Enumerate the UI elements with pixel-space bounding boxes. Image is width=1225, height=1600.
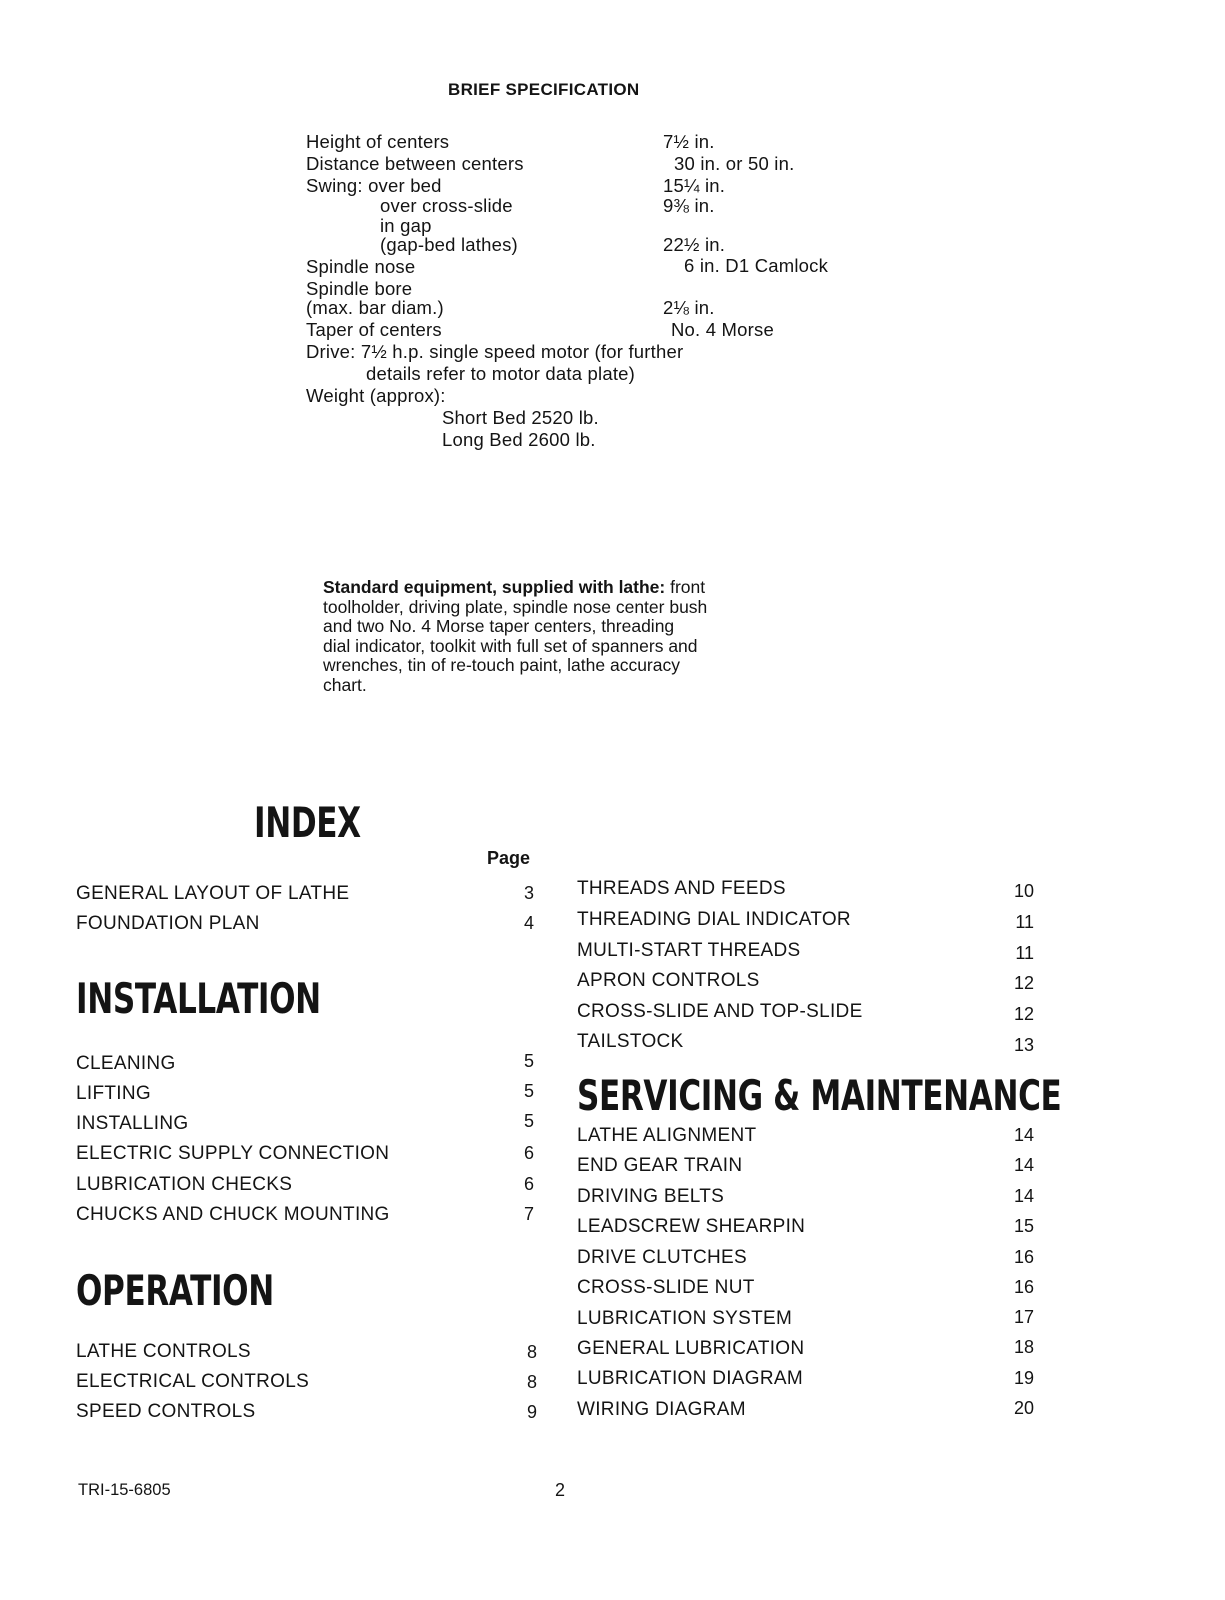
index-page: 5 bbox=[523, 1051, 534, 1071]
index-page: 6 bbox=[523, 1174, 534, 1194]
index-page: 13 bbox=[1013, 1035, 1034, 1055]
index-entry: GENERAL LUBRICATION bbox=[577, 1338, 805, 1359]
page-number: 2 bbox=[555, 1480, 566, 1500]
standard-equipment-line: toolholder, driving plate, spindle nose center bush bbox=[323, 596, 708, 617]
standard-equipment-line: wrenches, tin of re-touch paint, lathe accuracy bbox=[323, 655, 680, 675]
spec-label: Height of centers bbox=[306, 131, 450, 152]
index-page: 4 bbox=[523, 913, 534, 933]
index-entry: ELECTRIC SUPPLY CONNECTION bbox=[76, 1143, 390, 1164]
index-entry: THREADING DIAL INDICATOR bbox=[577, 909, 851, 930]
spec-value: No. 4 Morse bbox=[671, 319, 774, 340]
spec-value: 15¼ in. bbox=[663, 175, 726, 196]
servicing-heading: SERVICING & MAINTENANCE bbox=[577, 1071, 1062, 1120]
spec-weight-short: Short Bed 2520 lb. bbox=[442, 407, 599, 428]
index-entry: INSTALLING bbox=[76, 1113, 189, 1134]
index-page: 9 bbox=[526, 1402, 537, 1422]
index-entry: DRIVING BELTS bbox=[577, 1186, 725, 1207]
index-page: 5 bbox=[523, 1081, 534, 1101]
standard-equipment-lead: Standard equipment, supplied with lathe: bbox=[323, 577, 666, 597]
spec-drive-detail: details refer to motor data plate) bbox=[366, 363, 636, 384]
index-entry: FOUNDATION PLAN bbox=[76, 913, 260, 934]
spec-label: in gap bbox=[380, 215, 432, 236]
standard-equipment-line: front bbox=[665, 577, 706, 597]
spec-label: Distance between centers bbox=[306, 153, 524, 174]
index-page: 10 bbox=[1013, 881, 1034, 901]
index-page: 19 bbox=[1013, 1368, 1034, 1388]
page-column-label: Page bbox=[487, 848, 531, 868]
standard-equipment-line: chart. bbox=[323, 674, 367, 695]
index-page: 14 bbox=[1013, 1155, 1034, 1175]
spec-label: over cross-slide bbox=[380, 195, 513, 216]
spec-value: 7½ in. bbox=[663, 131, 715, 152]
index-page: 7 bbox=[523, 1204, 534, 1224]
spec-value: 30 in. or 50 in. bbox=[674, 153, 795, 174]
spec-label: Spindle nose bbox=[306, 256, 416, 277]
index-entry: LATHE ALIGNMENT bbox=[577, 1125, 757, 1146]
index-entry: TAILSTOCK bbox=[577, 1031, 684, 1052]
index-page: 11 bbox=[1015, 943, 1034, 963]
index-entry: CROSS-SLIDE NUT bbox=[577, 1277, 755, 1298]
index-entry: LIFTING bbox=[76, 1083, 151, 1104]
index-entry: LATHE CONTROLS bbox=[76, 1341, 251, 1362]
index-entry: LEADSCREW SHEARPIN bbox=[577, 1216, 806, 1237]
index-entry: MULTI-START THREADS bbox=[577, 940, 801, 961]
index-page: 12 bbox=[1013, 1004, 1034, 1024]
spec-label: Taper of centers bbox=[306, 319, 442, 340]
spec-title: BRIEF SPECIFICATION bbox=[448, 80, 640, 99]
spec-value: 22½ in. bbox=[663, 234, 726, 255]
spec-drive: Drive: 7½ h.p. single speed motor (for further bbox=[306, 341, 684, 362]
index-entry: APRON CONTROLS bbox=[577, 970, 760, 991]
spec-value: 2⅛ in. bbox=[663, 297, 715, 318]
index-page: 8 bbox=[526, 1342, 537, 1362]
standard-equipment bbox=[323, 578, 793, 695]
index-page: 12 bbox=[1013, 973, 1034, 993]
spec-value: 6 in. D1 Camlock bbox=[684, 255, 829, 276]
index-page: 16 bbox=[1013, 1277, 1034, 1297]
index-page: 8 bbox=[526, 1372, 537, 1392]
index-entry: ELECTRICAL CONTROLS bbox=[76, 1371, 310, 1392]
index-entry: LUBRICATION CHECKS bbox=[76, 1174, 293, 1195]
index-page: 14 bbox=[1013, 1186, 1034, 1206]
spec-weight-long: Long Bed 2600 lb. bbox=[442, 429, 596, 450]
spec-label: (gap-bed lathes) bbox=[380, 234, 518, 255]
index-entry: SPEED CONTROLS bbox=[76, 1401, 256, 1422]
index-page: 18 bbox=[1013, 1337, 1034, 1357]
spec-label: Swing: over bed bbox=[306, 175, 442, 196]
index-page: 17 bbox=[1013, 1307, 1034, 1327]
index-page: 15 bbox=[1013, 1216, 1034, 1236]
index-page: 5 bbox=[523, 1111, 534, 1131]
index-page: 14 bbox=[1013, 1125, 1034, 1145]
index-entry: CROSS-SLIDE AND TOP-SLIDE bbox=[577, 1001, 863, 1022]
index-entry: END GEAR TRAIN bbox=[577, 1155, 743, 1176]
standard-equipment-line: dial indicator, toolkit with full set of spanners and bbox=[323, 635, 698, 656]
index-entry: GENERAL LAYOUT OF LATHE bbox=[76, 883, 350, 904]
index-entry: CLEANING bbox=[76, 1053, 176, 1074]
operation-heading: OPERATION bbox=[76, 1266, 274, 1315]
spec-value: 9⅜ in. bbox=[663, 195, 715, 216]
spec-label: (max. bar diam.) bbox=[306, 297, 444, 318]
index-heading: INDEX bbox=[254, 798, 361, 847]
index-entry: DRIVE CLUTCHES bbox=[577, 1247, 747, 1268]
installation-heading: INSTALLATION bbox=[76, 974, 321, 1023]
index-entry: WIRING DIAGRAM bbox=[577, 1399, 746, 1420]
index-page: 11 bbox=[1015, 912, 1034, 932]
index-entry: LUBRICATION SYSTEM bbox=[577, 1308, 793, 1329]
index-entry: LUBRICATION DIAGRAM bbox=[577, 1368, 803, 1389]
index-entry: CHUCKS AND CHUCK MOUNTING bbox=[76, 1204, 390, 1225]
index-page: 20 bbox=[1013, 1398, 1034, 1418]
spec-label: Spindle bore bbox=[306, 278, 413, 299]
spec-weight-label: Weight (approx): bbox=[306, 385, 446, 406]
index-entry: THREADS AND FEEDS bbox=[577, 878, 786, 899]
document-number: TRI-15-6805 bbox=[78, 1481, 171, 1499]
index-page: 6 bbox=[523, 1143, 534, 1163]
index-page: 16 bbox=[1013, 1247, 1034, 1267]
standard-equipment-line: and two No. 4 Morse taper centers, threading bbox=[323, 616, 675, 636]
index-page: 3 bbox=[523, 883, 534, 903]
